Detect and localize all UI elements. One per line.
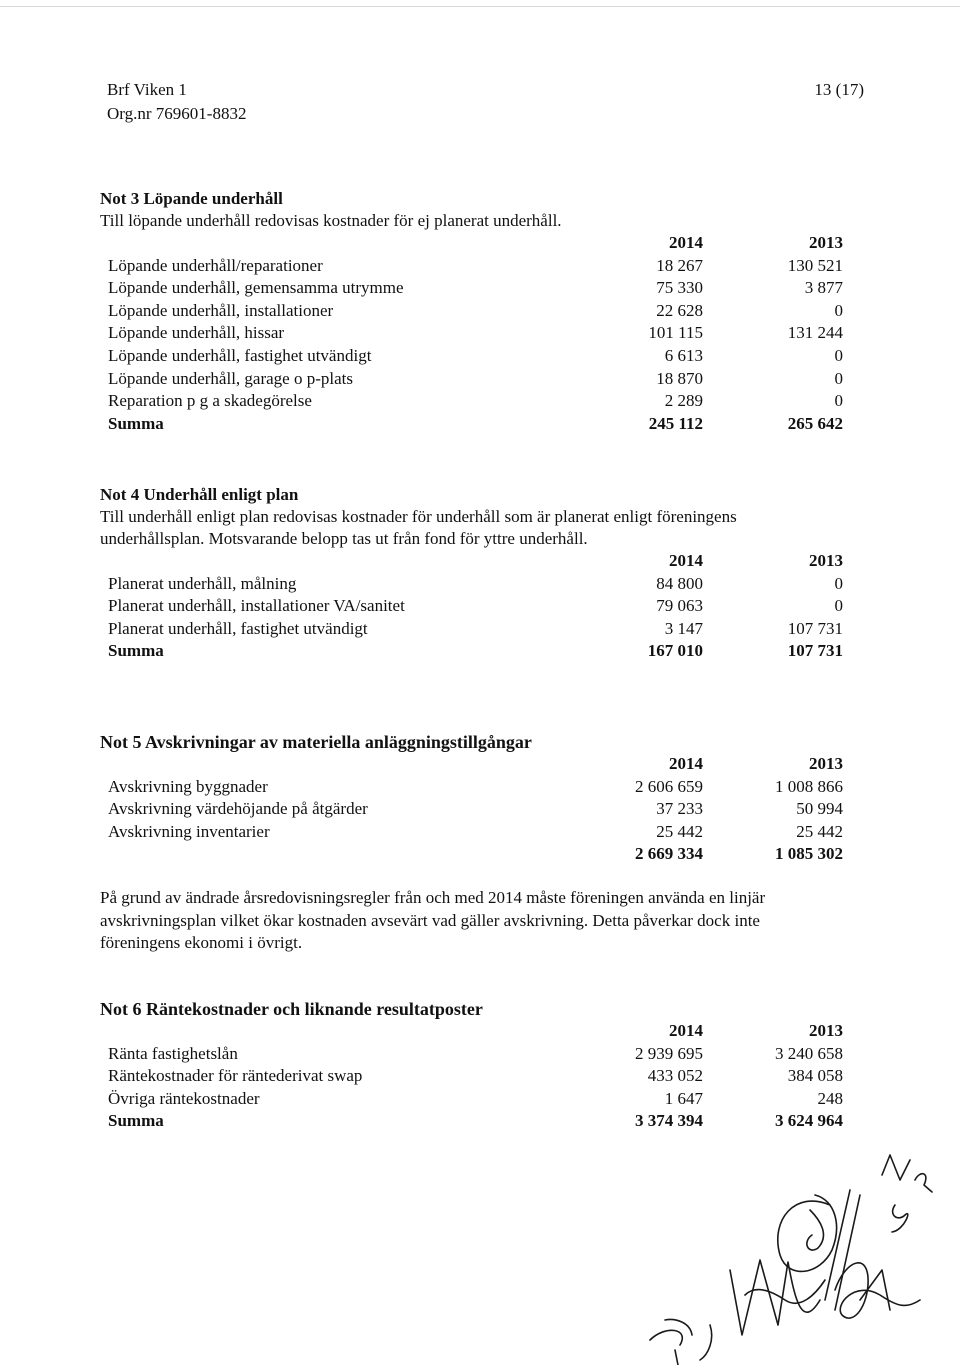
- value-2014: 22 628: [656, 300, 703, 320]
- column-header-2013: 2013: [809, 754, 843, 773]
- table-header-row: [108, 1020, 843, 1043]
- table-row: [108, 390, 843, 413]
- note-3-table: [108, 232, 843, 435]
- value-2013: 0: [834, 573, 843, 593]
- note-4-description-line-1: Till underhåll enligt plan redovisas kostnader för underhåll som är planerat enligt föreningens: [100, 507, 737, 526]
- row-label: Löpande underhåll, hissar: [108, 323, 285, 343]
- total-row: [108, 843, 843, 866]
- table-row: [108, 1043, 843, 1066]
- value-2014: 2 606 659: [635, 776, 703, 796]
- value-2013: 3 240 658: [775, 1043, 843, 1063]
- table-row: [108, 1088, 843, 1111]
- note-6-title: Not 6 Räntekostnader och liknande resultatposter: [100, 999, 483, 1019]
- signature-stroke: [882, 1155, 932, 1192]
- column-header-2014: 2014: [669, 551, 703, 570]
- value-2014: 433 052: [647, 1066, 703, 1086]
- signature-stroke: [835, 1263, 920, 1318]
- value-2013: 384 058: [787, 1066, 843, 1086]
- value-2013: 50 994: [796, 799, 843, 819]
- value-2014: 75 330: [656, 278, 703, 298]
- total-2014: 167 010: [647, 641, 703, 661]
- row-label: Löpande underhåll, installationer: [108, 300, 334, 320]
- value-2014: 18 870: [656, 368, 703, 388]
- table-header-row: [108, 753, 843, 776]
- value-2013: 0: [834, 596, 843, 616]
- document-header: [107, 78, 246, 126]
- column-header-2013: 2013: [809, 1021, 843, 1040]
- row-label: Planerat underhåll, installationer VA/sanitet: [108, 596, 405, 616]
- value-2013: 0: [834, 391, 843, 411]
- value-2014: 101 115: [648, 323, 703, 343]
- note-3-description: Till löpande underhåll redovisas kostnader för ej planerat underhåll.: [100, 211, 562, 230]
- row-label: Räntekostnader för räntederivat swap: [108, 1066, 363, 1086]
- value-2013: 131 244: [787, 323, 843, 343]
- note-3-section: [100, 188, 860, 435]
- scan-edge-line: [0, 6, 960, 7]
- value-2013: 3 877: [804, 278, 843, 298]
- paragraph-line: avskrivningsplan vilket ökar kostnaden avsevärt vad gäller avskrivning. Detta påverkar dock inte: [100, 910, 760, 930]
- note-3-title: Not 3 Löpande underhåll: [100, 189, 283, 208]
- table-row: [108, 300, 843, 323]
- row-label: Löpande underhåll/reparationer: [108, 255, 323, 275]
- value-2013: 0: [834, 368, 843, 388]
- table-row: [108, 345, 843, 368]
- note-5-title: Not 5 Avskrivningar av materiella anläggningstillgångar: [100, 732, 532, 752]
- value-2014: 79 063: [656, 596, 703, 616]
- paragraph-line: På grund av ändrade årsredovisningsregler från och med 2014 måste föreningen använda en linjär: [100, 888, 766, 907]
- note-4-description-line-2: underhållsplan. Motsvarande belopp tas ut från fond för yttre underhåll.: [100, 529, 588, 548]
- column-header-2013: 2013: [809, 551, 843, 570]
- note-5-section: [100, 731, 860, 866]
- row-label: Reparation p g a skadegörelse: [108, 391, 312, 411]
- note-6-section: [100, 998, 860, 1133]
- column-header-2014: 2014: [669, 1021, 703, 1040]
- table-row: [108, 776, 843, 799]
- note-6-table: [108, 1020, 843, 1133]
- value-2014: 18 267: [656, 255, 703, 275]
- value-2014: 3 147: [664, 618, 703, 638]
- value-2013: 1 008 866: [775, 776, 843, 796]
- value-2013: 25 442: [796, 821, 843, 841]
- signature-stroke: [778, 1195, 837, 1271]
- row-label: Avskrivning värdehöjande på åtgärder: [108, 799, 368, 819]
- value-2013: 130 521: [787, 255, 843, 275]
- row-label: Löpande underhåll, fastighet utvändigt: [108, 345, 372, 365]
- note-4-section: [100, 484, 860, 663]
- row-label: Planerat underhåll, fastighet utvändigt: [108, 618, 368, 638]
- column-header-2014: 2014: [669, 754, 703, 773]
- signature-stroke: [807, 1210, 824, 1250]
- table-row: [108, 821, 843, 844]
- table-row: [108, 368, 843, 391]
- row-label: Planerat underhåll, målning: [108, 573, 297, 593]
- value-2014: 37 233: [656, 799, 703, 819]
- total-2013: 107 731: [787, 641, 843, 661]
- org-number: Org.nr 769601-8832: [107, 104, 247, 123]
- signature-stroke: [700, 1325, 712, 1360]
- total-row: [108, 640, 843, 663]
- note-4-table: [108, 550, 843, 663]
- value-2014: 84 800: [656, 573, 703, 593]
- handwritten-signatures: [620, 1150, 950, 1365]
- value-2014: 2 939 695: [635, 1043, 703, 1063]
- total-label: Summa: [108, 413, 164, 433]
- value-2013: 0: [834, 345, 843, 365]
- table-row: [108, 573, 843, 596]
- total-2013: 3 624 964: [775, 1111, 843, 1131]
- total-row: [108, 413, 843, 436]
- table-row: [108, 618, 843, 641]
- column-header-2014: 2014: [669, 233, 703, 252]
- note-4-title: Not 4 Underhåll enligt plan: [100, 485, 299, 504]
- total-2014: 245 112: [648, 413, 703, 433]
- value-2014: 25 442: [656, 821, 703, 841]
- table-header-row: [108, 550, 843, 573]
- value-2013: 107 731: [787, 618, 843, 638]
- row-label: Övriga räntekostnader: [108, 1088, 260, 1108]
- org-name: Brf Viken 1: [107, 80, 187, 99]
- row-label: Avskrivning byggnader: [108, 776, 268, 796]
- total-label: Summa: [108, 1111, 164, 1131]
- column-header-2013: 2013: [809, 233, 843, 252]
- row-label: Ränta fastighetslån: [108, 1043, 238, 1063]
- total-label: Summa: [108, 641, 164, 661]
- table-row: [108, 255, 843, 278]
- table-row: [108, 322, 843, 345]
- total-2014: 2 669 334: [635, 844, 703, 864]
- value-2014: 6 613: [664, 345, 703, 365]
- table-row: [108, 798, 843, 821]
- total-label: [108, 843, 563, 866]
- total-row: [108, 1110, 843, 1133]
- row-label: Löpande underhåll, garage o p-plats: [108, 368, 353, 388]
- paragraph-line: föreningens ekonomi i övrigt.: [100, 933, 303, 952]
- value-2014: 2 289: [664, 391, 703, 411]
- table-row: [108, 277, 843, 300]
- total-2013: 1 085 302: [775, 844, 843, 864]
- row-label: Löpande underhåll, gemensamma utrymme: [108, 278, 404, 298]
- note-5-paragraph: [100, 887, 840, 955]
- page-number: 13 (17): [814, 80, 864, 99]
- signature-stroke: [650, 1320, 692, 1365]
- total-2014: 3 374 394: [635, 1111, 703, 1131]
- value-2013: 0: [834, 300, 843, 320]
- note-5-table: [108, 753, 843, 866]
- value-2014: 1 647: [664, 1088, 703, 1108]
- value-2013: 248: [817, 1088, 843, 1108]
- table-row: [108, 595, 843, 618]
- table-header-row: [108, 232, 843, 255]
- table-row: [108, 1065, 843, 1088]
- signature-stroke: [892, 1205, 908, 1232]
- total-2013: 265 642: [787, 413, 843, 433]
- row-label: Avskrivning inventarier: [108, 821, 270, 841]
